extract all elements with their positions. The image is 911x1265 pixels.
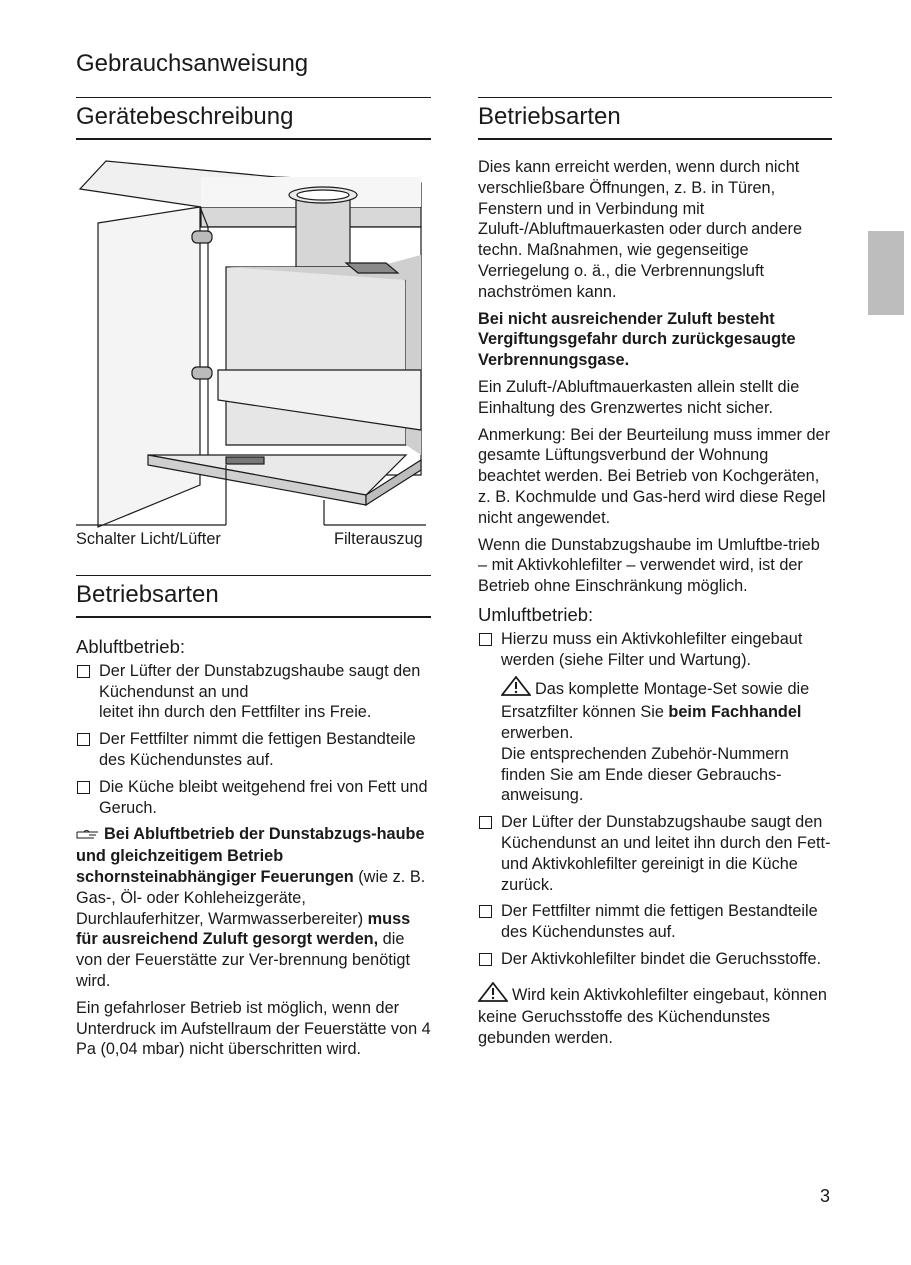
right-column-text xyxy=(478,157,832,1055)
paragraph: Wenn die Dunstabzugshaube im Umluftbe-trieb – mit Aktivkohlefilter – verwendet wird, ist der Betrieb ohne Einschränkung möglich. xyxy=(478,535,820,596)
umluft-list-2 xyxy=(478,812,832,970)
caption-filter: Filterauszug xyxy=(334,530,423,548)
umluft-list xyxy=(478,629,832,671)
list-item: Der Fettfilter nimmt die fettigen Bestandteile des Küchendunstes auf. xyxy=(76,729,431,771)
warning-triangle-icon xyxy=(501,676,531,702)
list-item: Der Fettfilter nimmt die fettigen Bestandteile des Küchendunstes auf. xyxy=(478,901,832,943)
checkbox-square-icon xyxy=(77,781,90,794)
section-rule-bottom xyxy=(76,616,431,618)
checkbox-square-icon xyxy=(77,665,90,678)
abluft-list xyxy=(76,661,431,819)
checkbox-square-icon xyxy=(479,816,492,829)
checkbox-square-icon xyxy=(77,733,90,746)
checkbox-square-icon xyxy=(479,633,492,646)
checkbox-square-icon xyxy=(479,905,492,918)
language-thumb-tab xyxy=(868,231,904,315)
section-rule-bottom xyxy=(478,138,832,140)
list-item: Hierzu muss ein Aktivkohlefilter eingebaut werden (siehe Filter und Wartung). xyxy=(478,629,832,671)
no-carbon-filter-warning: Wird kein Aktivkohlefilter eingebaut, können keine Geruchsstoffe des Küchendunstes gebunden werden. xyxy=(478,982,832,1049)
paragraph: Dies kann erreicht werden, wenn durch nicht verschließbare Öffnungen, z. B. in Türen, Fenstern und in Verbindung mit Zuluft-/Abluftmauerkasten oder durch andere techn. Maßnahmen, wie gegenseitige Verriegelung o. ä., die Verbrennungsluft nachströmen kann. xyxy=(478,158,802,301)
section-rule-top xyxy=(76,97,431,98)
abluft-paragraph: Ein gefahrloser Betrieb ist möglich, wenn der Unterdruck im Aufstellraum der Feuerstätte von 4 Pa (0,04 mbar) nicht überschritten wird. xyxy=(76,998,431,1059)
paragraph: Ein Zuluft-/Abluftmauerkasten allein stellt die Einhaltung des Grenzwertes nicht sicher. xyxy=(478,377,800,417)
list-item: Der Lüfter der Dunstabzugshaube saugt den Küchendunst an und leitet ihn durch den Fettfilter ins Freie. xyxy=(76,661,431,723)
warning-triangle-icon xyxy=(478,982,508,1008)
document-title: Gebrauchsanweisung xyxy=(76,50,309,77)
section-title-betriebsarten: Betriebsarten xyxy=(76,581,219,608)
range-hood-illustration xyxy=(76,155,431,530)
section-rule-bottom xyxy=(76,138,431,140)
abluft-heading: Abluftbetrieb: xyxy=(76,636,186,657)
list-item: Die Küche bleibt weitgehend frei von Fett und Geruch. xyxy=(76,777,431,819)
warning-paragraph: Bei nicht ausreichender Zuluft besteht Vergiftungsgefahr durch zurückgesaugte Verbrennungsgase. xyxy=(478,309,796,370)
umluft-heading: Umluftbetrieb: xyxy=(478,603,594,625)
paragraph: Anmerkung: Bei der Beurteilung muss immer der gesamte Lüftungsverbund der Wohnung beachtet werden. Bei Betrieb von Kochgeräten, z. B. Kochmulde und Gas-herd wird diese Regel nicht angewendet. xyxy=(478,425,831,527)
list-item: Der Lüfter der Dunstabzugshaube saugt den Küchendunst an und leitet ihn durch den Fett- und Aktivkohlefilter gereinigt in die Küche zurück. xyxy=(478,812,832,895)
abluft-note: Bei Abluftbetrieb der Dunstabzugs-haube und gleichzeitigem Betrieb schornsteinabhängiger Feuerungen (wie z. B. Gas-, Öl- oder Kohleheizgeräte, Durchlauferhitzer, Warmwasserbereiter) muss für ausreichend Zuluft gesorgt werden, die von der Feuerstätte zur Ver-brennung benötigt wird. xyxy=(76,825,426,990)
list-item: Der Aktivkohlefilter bindet die Geruchsstoffe. xyxy=(478,949,832,970)
caption-switch: Schalter Licht/Lüfter xyxy=(76,530,221,548)
section-rule-top xyxy=(76,575,431,576)
abluft-section xyxy=(76,637,431,1066)
pointing-hand-icon xyxy=(76,825,100,846)
section-title-geraetebeschreibung: Gerätebeschreibung xyxy=(76,103,294,130)
section-title-betriebsarten-right: Betriebsarten xyxy=(478,103,621,130)
montage-warning: Das komplette Montage-Set sowie die Ersatzfilter können Sie beim Fachhandel erwerben. Die entsprechenden Zubehör-Nummern finden Sie am Ende dieser Gebrauchs-anweisung. xyxy=(478,676,832,806)
section-rule-top xyxy=(478,97,832,98)
page-number: 3 xyxy=(820,1186,831,1206)
checkbox-square-icon xyxy=(479,953,492,966)
